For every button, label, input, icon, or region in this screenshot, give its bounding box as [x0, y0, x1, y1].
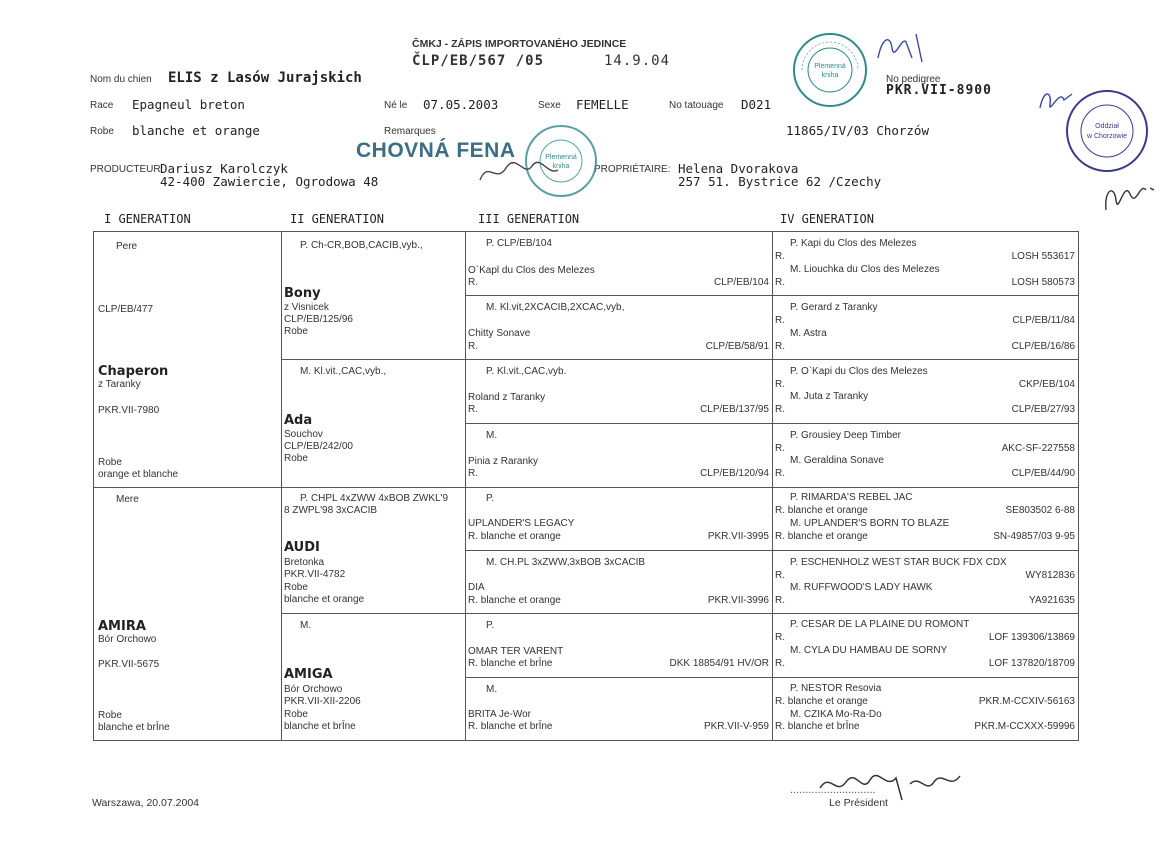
dam-robe: blanche et brĪne: [98, 722, 170, 733]
gen3-titles: M. CH.PL 3xZWW,3xBOB 3xCACIB: [486, 557, 646, 568]
sire-registration: CLP/EB/477: [98, 304, 154, 315]
dam-label: Mere: [116, 494, 139, 505]
race-label: Race: [90, 100, 114, 111]
gen4-dam-robe: R. blanche et brĪne: [775, 721, 860, 732]
gen4-dam-name: M. CZIKA Mo-Ra-Do: [790, 709, 882, 720]
gen2-reg: CLP/EB/125/96: [284, 314, 353, 325]
gen4-sire-name: P. NESTOR Resovia: [790, 683, 882, 694]
producer-name: Dariusz Karolczyk: [160, 161, 288, 176]
gen2-titles: M. Kl.vit.,CAC,vyb.,: [300, 366, 387, 377]
reference-number: 11865/IV/03 Chorzów: [786, 123, 929, 138]
owner-address: 257 51. Bystrice 62 /Czechy: [678, 174, 882, 189]
gen3-titles: M.: [486, 684, 498, 695]
gen4-sire-robe: R.: [775, 570, 785, 581]
gen3-reg: PKR.VII-3996: [707, 595, 769, 606]
gen3-robe: R.: [468, 404, 478, 415]
issue-place-date: Warszawa, 20.07.2004: [92, 797, 200, 809]
tattoo-value: D021: [741, 97, 772, 112]
gen4-sire-robe: R.: [775, 251, 785, 262]
signature-producer: [474, 150, 564, 190]
sire-kennel: z Taranky: [98, 379, 141, 390]
dog-name: ELIS z Lasów Jurajskich: [168, 70, 362, 86]
registry-number: ČLP/EB/567 /05: [412, 53, 545, 69]
gen4-sire-robe: R. blanche et orange: [775, 696, 868, 707]
owner-name: Helena Dvorakova: [678, 161, 799, 176]
president-signature: [810, 766, 970, 806]
gen4-dam-name: M. Liouchka du Clos des Melezes: [790, 264, 940, 275]
signature-right-lower: [1100, 160, 1160, 220]
gen3-titles: P. Kl.vit.,CAC,vyb.: [486, 366, 567, 377]
gen4-sire-robe: R.: [775, 632, 785, 643]
gen4-sire-reg: PKR.M-CCXIV-56163: [978, 696, 1075, 707]
gen2-titles: M.: [300, 620, 312, 631]
gen2-reg: CLP/EB/242/00: [284, 441, 353, 452]
gen2-reg: PKR.VII-XII-2206: [284, 696, 361, 707]
sire-pkr: PKR.VII-7980: [98, 405, 160, 416]
gen4-sire-name: P. RIMARDA'S REBEL JAC: [790, 492, 913, 503]
pedigree-label: No pedigree: [886, 74, 941, 85]
gen3-reg: DKK 18854/91 HV/OR: [669, 658, 769, 669]
gen2-reg: PKR.VII-4782: [284, 569, 346, 580]
gen4-sire-reg: LOSH 553617: [1011, 251, 1075, 262]
sex-value: FEMELLE: [576, 97, 629, 112]
gen4-sire-reg: WY812836: [1025, 570, 1075, 581]
gen4-sire-name: P. O`Kapi du Clos des Melezes: [790, 366, 928, 377]
gen4-dam-name: M. Juta z Taranky: [790, 391, 869, 402]
dam-name-cell: [98, 620, 146, 634]
gen3-robe: R.: [468, 341, 478, 352]
gen2-robe-color: blanche et orange: [284, 594, 365, 605]
gen4-dam-name: M. RUFFWOOD'S LADY HAWK: [790, 582, 933, 593]
gen2-kennel: Souchov: [284, 429, 323, 440]
gen4-dam-reg: CLP/EB/27/93: [1011, 404, 1075, 415]
gen2-titles: P. CHPL 4xZWW 4xBOB ZWKL'9: [300, 493, 449, 504]
gen4-sire-name: P. Kapi du Clos des Melezes: [790, 238, 917, 249]
gen3-reg: CLP/EB/58/91: [705, 341, 769, 352]
gen3-reg: CLP/EB/137/95: [700, 404, 769, 415]
gen4-sire-name: P. ESCHENHOLZ WEST STAR BUCK FDX CDX: [790, 557, 1007, 568]
president-label: Le Président: [829, 797, 888, 809]
gen3-robe: R. blanche et brĪne: [468, 658, 553, 669]
gen2-titles-cont: 8 ZWPL'98 3xCACIB: [284, 505, 378, 516]
svg-text:Plemenná: Plemenná: [545, 154, 577, 161]
gen4-dam-name: M. UPLANDER'S BORN TO BLAZE: [790, 518, 950, 529]
gen3-robe: R.: [468, 468, 478, 479]
dog-name-label: Nom du chien: [90, 74, 152, 85]
remarks-label: Remarques: [384, 126, 436, 137]
gen4-dam-reg: LOSH 580573: [1011, 277, 1075, 288]
gen3-reg: CLP/EB/104: [713, 277, 769, 288]
sire-robe-label: Robe: [98, 457, 122, 468]
signature-right: [1036, 82, 1076, 118]
gen4-dam-robe: R.: [775, 404, 785, 415]
gen3-name: Pinia z Raranky: [468, 456, 539, 467]
gen2-robe: Robe: [284, 326, 308, 337]
gen4-dam-reg: YA921635: [1029, 595, 1075, 606]
gen2-name: AUDI: [284, 540, 320, 555]
dam-pkr: PKR.VII-5675: [98, 659, 160, 670]
gen3-robe: R. blanche et brĪne: [468, 721, 553, 732]
gen4-dam-name: M. Geraldina Sonave: [790, 455, 884, 466]
producer-address: 42-400 Zawiercie, Ogrodowa 48: [160, 174, 379, 189]
svg-text:kniha: kniha: [821, 72, 839, 79]
generation-2-header: II GENERATION: [290, 212, 384, 226]
gen4-dam-reg: CLP/EB/16/86: [1011, 341, 1075, 352]
generation-1-header: I GENERATION: [104, 212, 191, 226]
gen2-robe: Robe: [284, 709, 308, 720]
born-value: 07.05.2003: [423, 97, 499, 112]
signature-dots: ............................: [790, 784, 876, 796]
gen4-sire-reg: CLP/EB/11/84: [1012, 315, 1075, 326]
gen4-sire-reg: CKP/EB/104: [1018, 379, 1075, 390]
pedigree-number: PKR.VII-8900: [886, 83, 992, 98]
gen4-dam-reg: PKR.M-CCXXX-59996: [974, 721, 1075, 732]
robe-value: blanche et orange: [132, 123, 260, 138]
gen3-robe: R. blanche et orange: [468, 595, 561, 606]
gen4-sire-robe: R.: [775, 443, 785, 454]
gen2-name: AMIGA: [284, 667, 333, 682]
gen2-robe-color: blanche et brĪne: [284, 721, 356, 732]
gen4-dam-robe: R.: [775, 595, 785, 606]
gen3-name: UPLANDER'S LEGACY: [468, 518, 575, 529]
generation-3-header: III GENERATION: [478, 212, 580, 226]
gen3-robe: R.: [468, 277, 478, 288]
gen3-name: O`Kapl du Clos des Melezes: [468, 265, 595, 276]
gen2-robe: Robe: [284, 453, 308, 464]
gen2-name: Ada: [284, 413, 313, 428]
gen4-dam-robe: R.: [775, 341, 785, 352]
tattoo-label: No tatouage: [669, 100, 724, 111]
gen3-reg: PKR.VII-3995: [707, 531, 769, 542]
gen4-dam-name: M. CYLA DU HAMBAU DE SORNY: [790, 645, 948, 656]
sire-label: Pere: [116, 241, 138, 252]
generation-4-header: IV GENERATION: [780, 212, 874, 226]
sire-robe: orange et blanche: [98, 469, 179, 480]
gen4-dam-robe: R.: [775, 277, 785, 288]
svg-text:kniha: kniha: [552, 163, 570, 170]
gen4-sire-robe: R. blanche et orange: [775, 505, 868, 516]
signature-top: [872, 28, 932, 68]
gen2-kennel: z Visnicek: [284, 302, 329, 313]
gen2-name: Bony: [284, 286, 321, 301]
race-value: Epagneul breton: [132, 97, 245, 112]
dam-robe-label: Robe: [98, 710, 122, 721]
gen3-titles: M. Kl.vit,2XCACIB,2XCAC,vyb,: [486, 302, 625, 313]
producer-label: PRODUCTEUR:: [90, 164, 164, 175]
gen2-kennel: Bór Orchowo: [284, 684, 343, 695]
gen4-dam-robe: R.: [775, 468, 785, 479]
breeding-female-stamp: CHOVNÁ FENA: [356, 139, 516, 162]
gen3-titles: P. CLP/EB/104: [486, 238, 552, 249]
gen4-dam-reg: CLP/EB/44/90: [1011, 468, 1075, 479]
gen3-titles: M.: [486, 430, 498, 441]
born-label: Né le: [384, 100, 408, 111]
gen4-dam-robe: R.: [775, 658, 785, 669]
gen2-titles: P. Ch-CR,BOB,CACIB,vyb.,: [300, 240, 423, 251]
gen3-name: Roland z Taranky: [468, 392, 546, 403]
gen3-reg: CLP/EB/120/94: [700, 468, 769, 479]
gen4-dam-reg: LOF 137820/18709: [988, 658, 1075, 669]
gen3-name: BRITA Je-Wor: [468, 709, 531, 720]
registry-title: ČMKJ - ZÁPIS IMPORTOVANÉHO JEDINCE: [412, 38, 627, 50]
gen4-dam-robe: R. blanche et orange: [775, 531, 868, 542]
owner-label: PROPRIÉTAIRE:: [594, 164, 671, 175]
gen4-dam-reg: SN-49857/03 9-95: [993, 531, 1075, 542]
gen4-sire-name: P. CESAR DE LA PLAINE DU ROMONT: [790, 619, 970, 630]
gen2-robe: Robe: [284, 582, 308, 593]
svg-text:w Chorzowie: w Chorzowie: [1086, 133, 1128, 140]
gen4-dam-name: M. Astra: [790, 328, 827, 339]
gen4-sire-reg: SE803502 6-88: [1005, 505, 1075, 516]
sire-name: Chaperon: [98, 364, 169, 379]
gen2-kennel: Bretonka: [284, 557, 325, 568]
kennel-club-stamp-top: [790, 30, 870, 110]
gen3-titles: P.: [486, 620, 495, 631]
registry-date: 14.9.04: [604, 53, 671, 69]
svg-text:Oddział: Oddział: [1095, 123, 1119, 130]
gen4-sire-reg: LOF 139306/13869: [988, 632, 1075, 643]
gen4-sire-robe: R.: [775, 315, 785, 326]
gen4-sire-name: P. Grousiey Deep Timber: [790, 430, 901, 441]
gen3-titles: P.: [486, 493, 495, 504]
dam-name: AMIRA: [98, 619, 146, 634]
gen3-name: Chitty Sonave: [468, 328, 531, 339]
sex-label: Sexe: [538, 100, 561, 111]
gen4-sire-robe: R.: [775, 379, 785, 390]
robe-label: Robe: [90, 126, 114, 137]
svg-text:Plemenná: Plemenná: [814, 63, 846, 70]
gen3-name: OMAR TER VARENT: [468, 646, 564, 657]
gen4-sire-reg: AKC-SF-227558: [1001, 443, 1075, 454]
gen4-sire-name: P. Gerard z Taranky: [790, 302, 878, 313]
dam-kennel: Bór Orchowo: [98, 634, 157, 645]
gen3-name: DIA: [468, 582, 485, 593]
gen3-reg: PKR.VII-V-959: [703, 721, 769, 732]
gen3-robe: R. blanche et orange: [468, 531, 561, 542]
